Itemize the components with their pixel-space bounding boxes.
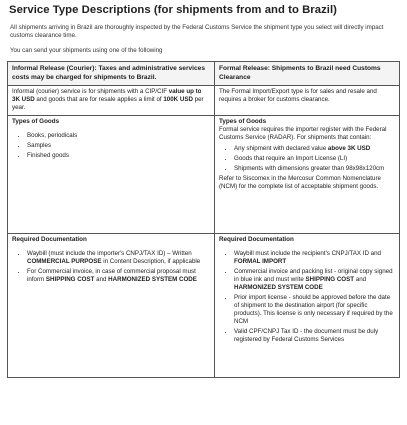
table-header-row (8, 61, 400, 86)
list-item: • Any shipment with declared value above 3K USD (234, 145, 395, 153)
send-note: You can send your shipments using one of the following (10, 46, 163, 54)
service-type-table (7, 61, 400, 379)
list-item: • Samples (27, 142, 210, 150)
list-item: • Prior import license - should be approved before the date of shipment to the destination airport (for specific products). This license is only necessary if required by the NCM (234, 294, 395, 326)
informal-description (8, 86, 215, 116)
informal-goods-label: Types of Goods (12, 118, 60, 126)
formal-header: Formal Release: Shipments to Brazil need Customs Clearance (215, 61, 400, 86)
table-row (8, 116, 400, 234)
intro-text: All shipments arriving in Brazil are thoroughly inspected by the Federal Customs Service the shipment type you select will directly impact customs clearance time. (10, 24, 384, 40)
table-row (8, 86, 400, 116)
list-item: • Waybill (must include the importer's CNPJ/TAX ID) – Written COMMERCIAL PURPOSE in Content Description, if applicable (27, 250, 210, 266)
formal-goods-cell (215, 116, 400, 234)
informal-header: Informal Release (Courier): Taxes and administrative services costs may be charged for shipments to Brazil. (8, 61, 215, 86)
informal-docs-cell (8, 234, 215, 378)
list-item: • Shipments with dimensions greater than 98x98x120cm (234, 165, 395, 173)
list-item: • Waybill must include the recipient's CNPJ/TAX ID and FORMAL IMPORT (234, 250, 395, 266)
formal-desc-text: The Formal Import/Export type is for sales and resale and requires a broker for customs clearance. (219, 88, 377, 104)
page-title: Service Type Descriptions (for shipments from and to Brazil) (9, 4, 337, 16)
formal-goods-label: Types of Goods (219, 118, 267, 126)
table-row (8, 234, 400, 378)
formal-goods-intro: Formal service requires the importer register with the Federal Customs Service (RADAR). For shipments that contain: (219, 126, 387, 142)
informal-goods-list (12, 132, 210, 160)
list-item: • Commercial invoice and packing list - original copy signed in blue ink and must write SHIPPING COST and HARMONIZED SYSTEM CODE (234, 268, 395, 292)
list-item: • Finished goods (27, 152, 210, 160)
list-item: • For Commercial invoice, in case of commercial proposal must inform SHIPPING COST and HARMONIZED SYSTEM CODE (27, 268, 210, 284)
informal-desc-text: Informal (courier) service is for shipments with a CIP/CIF value up to 3K USD and goods that are for resale applies a limit of 100K USD per year. (12, 88, 204, 112)
formal-docs-cell (215, 234, 400, 378)
formal-docs-label: Required Documentation (219, 236, 294, 244)
informal-goods-cell (8, 116, 215, 234)
list-item: • Goods that require an Import License (LI) (234, 155, 395, 163)
formal-description (215, 86, 400, 116)
informal-docs-list (12, 250, 210, 284)
informal-docs-label: Required Documentation (12, 236, 87, 244)
list-item: • Valid CPF/CNPJ Tax ID - the document must be duly registered by Federal Customs Services (234, 328, 395, 344)
list-item: • Books, periodicals (27, 132, 210, 140)
formal-goods-list (219, 145, 395, 173)
formal-goods-note: Refer to Siscomex in the Mercosur Common Nomenclature (NCM) for the complete list of acceptable shipment goods. (219, 175, 381, 191)
formal-docs-list (219, 250, 395, 344)
